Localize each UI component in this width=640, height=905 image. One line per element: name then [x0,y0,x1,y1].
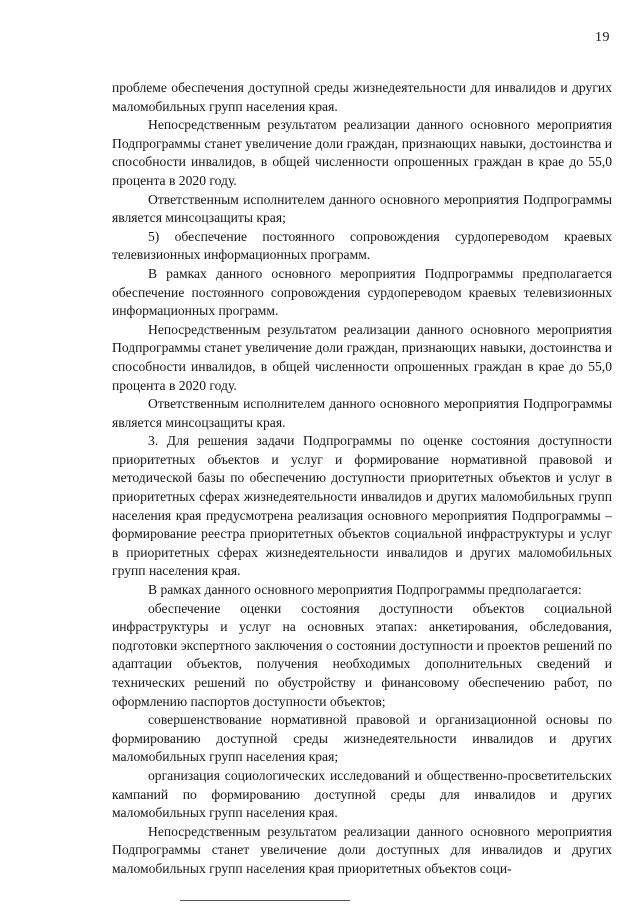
page-number: 19 [595,30,610,45]
paragraph: обеспечение оценки состояния доступности объектов социальной инфраструктуры и услуг на основных этапах: анкетирования, обследования, подготовки экспертного заключения о состоянии доступности и проектов решений по адаптации объектов, получения необходимых дополнительных сведений и технических решений по обустройству и финансовому обеспечению работ, по оформлению паспортов доступности объектов; [112,600,612,709]
paragraph: В рамках данного основного мероприятия Подпрограммы предполагается: [148,582,582,598]
footer-rule [180,900,350,901]
paragraph: Непосредственным результатом реализации данного основного мероприятия Подпрограммы станет увеличение доли граждан, признающих навыки, достоинства и способности инвалидов, в общей численности опрошенных граждан в крае до 55,0 процента в 2020 году. [112,117,612,188]
paragraph: Ответственным исполнителем данного основного мероприятия Подпрограммы является минсоцзащиты края. [112,396,612,430]
paragraph: Непосредственным результатом реализации данного основного мероприятия Подпрограммы станет увеличение доли граждан, признающих навыки, достоинства и способности инвалидов, в общей численности опрошенных граждан в крае до 55,0 процента в 2020 году. [112,321,612,393]
paragraph: В рамках данного основного мероприятия Подпрограммы предполагается обеспечение постоянного сопровождения сурдопереводом краевых телевизионных информационных программ. [112,265,612,319]
paragraph: Непосредственным результатом реализации данного основного мероприятия Подпрограммы станет увеличение доли доступных для инвалидов и других маломобильных групп населения края приоритетных объектов соци- [112,823,612,876]
paragraph: 3. Для решения задачи Подпрограммы по оценке состояния доступности приоритетных объектов и услуг и формирование нормативной правовой и методической базы по обеспечению доступности приоритетных объектов и услуг в приоритетных сферах жизнедеятельности инвалидов и других маломобильных групп населения края предусмотрена реализация основного мероприятия Подпрограммы – формирование реестра приоритетных объектов социальной инфраструктуры и услуг в приоритетных сферах жизнедеятельности инвалидов и других маломобильных групп населения края. [112,433,612,579]
document-body [112,79,612,879]
paragraph: организация социологических исследований и общественно-просветительских кампаний по формированию доступной среды для инвалидов и других маломобильных групп населения края. [112,767,612,821]
paragraph: совершенствование нормативной правовой и организационной основы по формированию доступной среды жизнедеятельности инвалидов и других маломобильных групп населения края; [112,712,612,765]
paragraph: Ответственным исполнителем данного основного мероприятия Подпрограммы является минсоцзащиты края; [112,191,612,226]
paragraph: проблеме обеспечения доступной среды жизнедеятельности для инвалидов и других маломобильных групп населения края. [112,80,612,114]
paragraph: 5) обеспечение постоянного сопровождения сурдопереводом краевых телевизионных информационных программ. [112,228,612,263]
